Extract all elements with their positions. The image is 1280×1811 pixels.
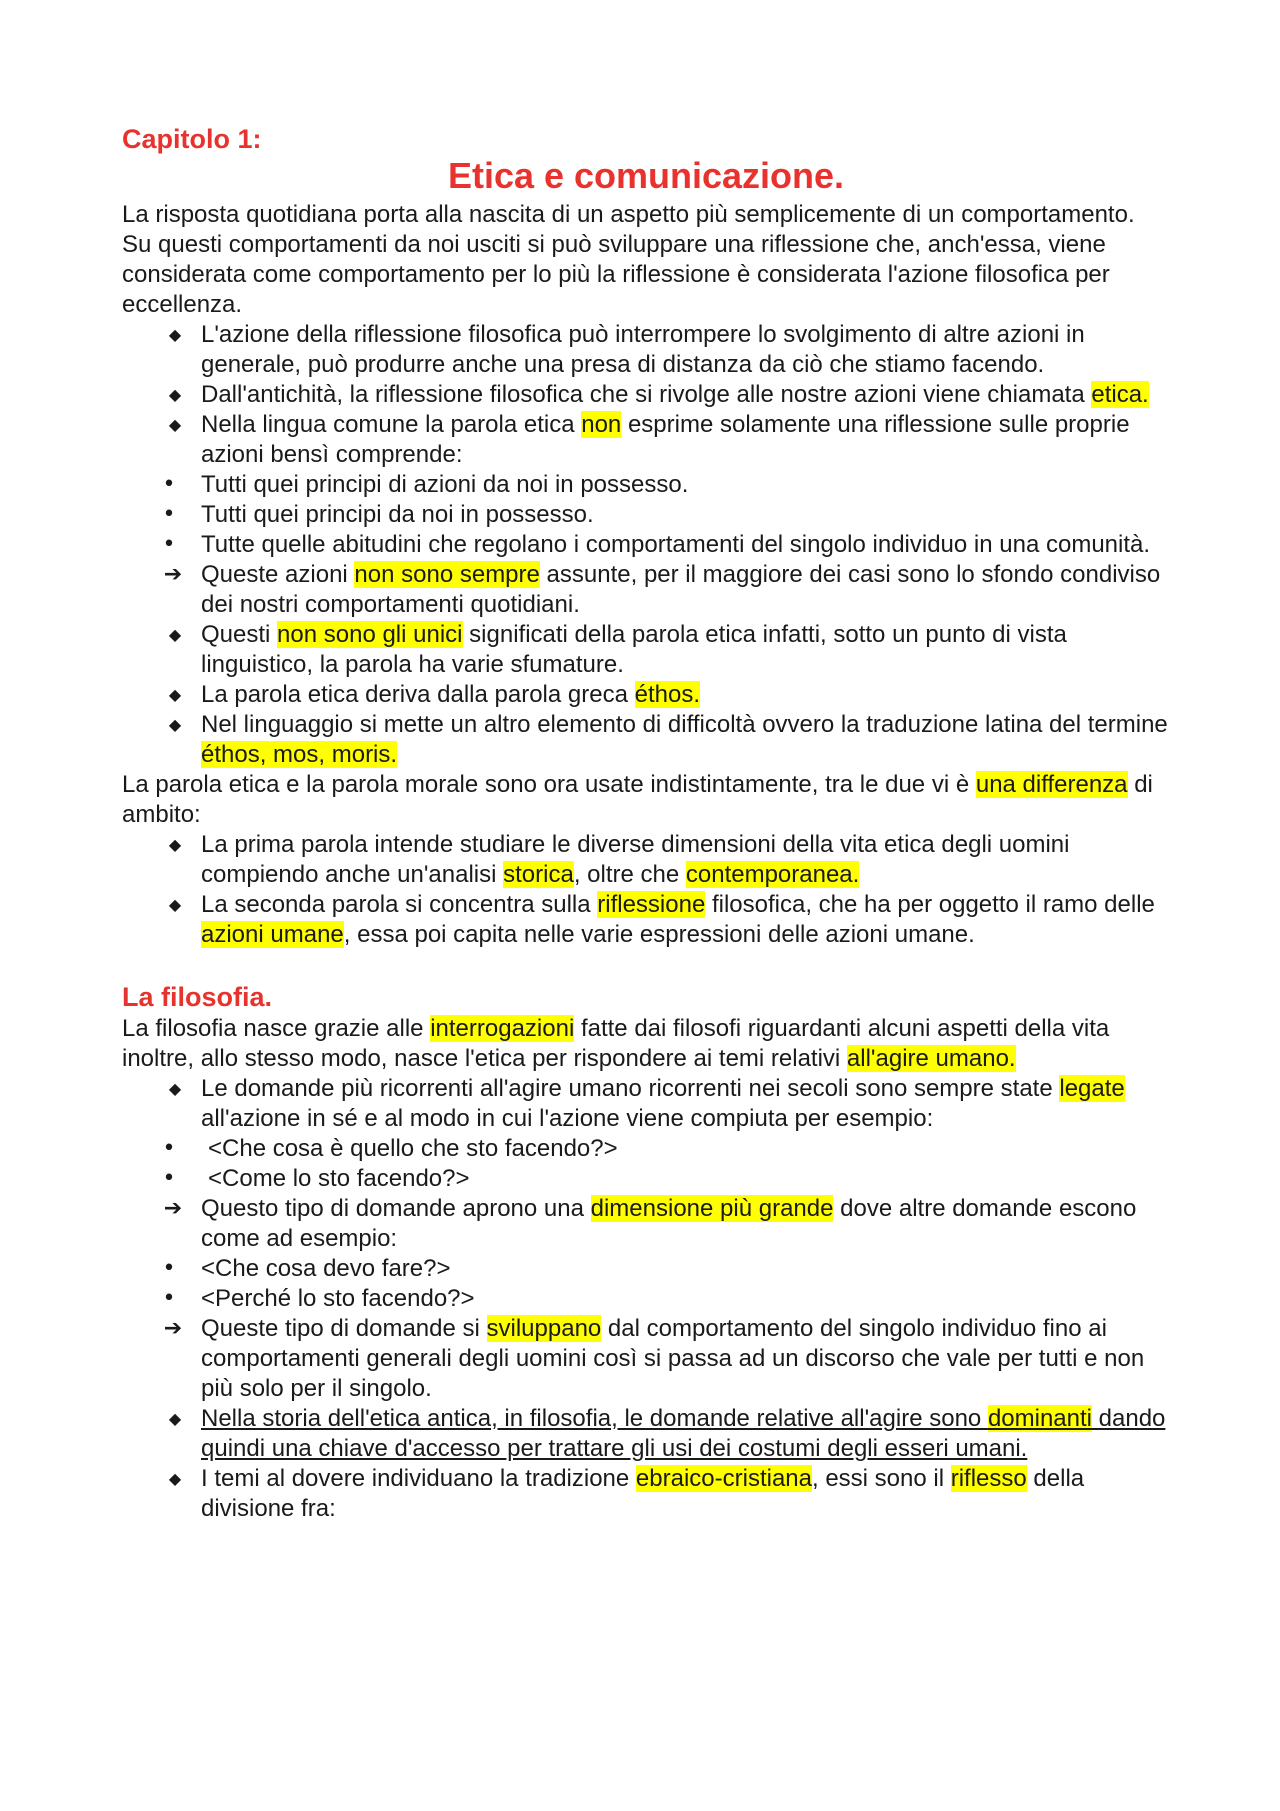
- list-item: ◆ Le domande più ricorrenti all'agire umano ricorrenti nei secoli sono sempre state legate all'azione in sé e al modo in cui l'azione viene compiuta per esempio:: [122, 1074, 1170, 1134]
- list-item: • <Perché lo sto facendo?>: [122, 1284, 1170, 1314]
- list-item: ◆ La parola etica deriva dalla parola greca éthos.: [122, 680, 1170, 710]
- list-item: ➔ Queste azioni non sono sempre assunte, per il maggiore dei casi sono lo sfondo condiviso dei nostri comportamenti quotidiani.: [122, 560, 1170, 620]
- chapter-label: Capitolo 1:: [122, 124, 262, 154]
- list-item: • Tutte quelle abitudini che regolano i comportamenti del singolo individuo in una comunità.: [122, 530, 1170, 560]
- intro-paragraph-1: La risposta quotidiana porta alla nascita di un aspetto più semplicemente di un comportamento.: [122, 201, 1135, 228]
- highlight: storica: [503, 861, 574, 888]
- arrow-bullet-icon: ➔: [163, 562, 183, 587]
- list-item: ◆ L'azione della riflessione filosofica può interrompere lo svolgimento di altre azioni in generale, può produrre anche una presa di distanza da ciò che stiamo facendo.: [122, 320, 1170, 380]
- list-item: ◆ La seconda parola si concentra sulla riflessione filosofica, che ha per oggetto il ramo delle azioni umane, essa poi capita nelle varie espressioni delle azioni umane.: [122, 890, 1170, 950]
- dot-bullet-icon: •: [162, 502, 176, 527]
- list-item: • Tutti quei principi di azioni da noi in possesso.: [122, 470, 1170, 500]
- arrow-bullet-icon: ➔: [163, 1196, 183, 1221]
- dot-bullet-icon: •: [162, 1286, 176, 1311]
- arrow-bullet-icon: ➔: [163, 1316, 183, 1341]
- list-item: • Tutti quei principi da noi in possesso.: [122, 500, 1170, 530]
- highlight: azioni umane: [201, 921, 344, 948]
- list-item: ◆ Questi non sono gli unici significati della parola etica infatti, sotto un punto di vista linguistico, la parola ha varie sfumature.: [122, 620, 1170, 680]
- highlight: dimensione più grande: [590, 1195, 834, 1222]
- highlight: interrogazioni: [430, 1015, 575, 1042]
- highlight: non: [581, 411, 622, 438]
- section-title: La filosofia.: [122, 982, 273, 1012]
- list-item: ➔ Queste tipo di domande si sviluppano dal comportamento del singolo individuo fino ai comportamenti generali degli uomini così si passa ad un discorso che vale per tutti e non più solo per il singolo.: [122, 1314, 1170, 1404]
- diamond-bullet-icon: ◆: [168, 835, 182, 854]
- highlight: éthos, mos, moris.: [201, 741, 398, 768]
- diamond-bullet-icon: ◆: [168, 625, 182, 644]
- diamond-bullet-icon: ◆: [168, 685, 182, 704]
- list-item: • <Che cosa devo fare?>: [122, 1254, 1170, 1284]
- list-item: ◆ Nel linguaggio si mette un altro elemento di difficoltà ovvero la traduzione latina del termine éthos, mos, moris.: [122, 710, 1170, 770]
- highlight: una differenza: [975, 771, 1128, 798]
- list-ethics-morals: [122, 830, 1170, 950]
- intro-paragraph-2: Su questi comportamenti da noi usciti si può sviluppare una riflessione che, anch'essa, viene considerata come comportamento per lo più la riflessione è considerata l'azione filosofica per eccellenza.: [122, 231, 1110, 318]
- highlight: all'agire umano.: [846, 1045, 1016, 1072]
- highlight: riflessione: [597, 891, 706, 918]
- diamond-bullet-icon: ◆: [168, 1469, 182, 1488]
- highlight: sviluppano: [486, 1315, 602, 1342]
- list-item: ◆ Nella lingua comune la parola etica non esprime solamente una riflessione sulle proprie azioni bensì comprende:: [122, 410, 1170, 470]
- highlight: non sono gli unici: [277, 621, 463, 648]
- highlight: riflesso: [950, 1465, 1027, 1492]
- dot-bullet-icon: •: [162, 1256, 176, 1281]
- list-item: • <Che cosa è quello che sto facendo?>: [122, 1134, 1170, 1164]
- highlight: éthos.: [634, 681, 700, 708]
- highlight: legate: [1059, 1075, 1125, 1102]
- dot-bullet-icon: •: [162, 472, 176, 497]
- list-item: ◆ La prima parola intende studiare le diverse dimensioni della vita etica degli uomini compiendo anche un'analisi storica, oltre che contemporanea.: [122, 830, 1170, 890]
- diamond-bullet-icon: ◆: [168, 895, 182, 914]
- highlight: etica.: [1091, 381, 1149, 408]
- diamond-bullet-icon: ◆: [168, 325, 182, 344]
- highlight: contemporanea.: [685, 861, 860, 888]
- diamond-bullet-icon: ◆: [168, 385, 182, 404]
- diamond-bullet-icon: ◆: [168, 415, 182, 434]
- highlight: dominanti: [987, 1405, 1092, 1432]
- dot-bullet-icon: •: [162, 1166, 176, 1191]
- diamond-bullet-icon: ◆: [168, 715, 182, 734]
- diamond-bullet-icon: ◆: [168, 1409, 182, 1428]
- list-ethics-points: [122, 320, 1170, 770]
- list-philosophy-points: [122, 1074, 1170, 1524]
- list-item: ◆ Dall'antichità, la riflessione filosofica che si rivolge alle nostre azioni viene chiamata etica.: [122, 380, 1170, 410]
- highlight: ebraico-cristiana: [635, 1465, 812, 1492]
- list-item: • <Come lo sto facendo?>: [122, 1164, 1170, 1194]
- dot-bullet-icon: •: [162, 532, 176, 557]
- paragraph-ethics-morals: La parola etica e la parola morale sono ora usate indistintamente, tra le due vi è una differenza di ambito:: [122, 771, 1153, 828]
- page-title: Etica e comunicazione.: [447, 155, 845, 196]
- dot-bullet-icon: •: [162, 1136, 176, 1161]
- highlight: non sono sempre: [354, 561, 540, 588]
- diamond-bullet-icon: ◆: [168, 1079, 182, 1098]
- paragraph-philosophy: La filosofia nasce grazie alle interrogazioni fatte dai filosofi riguardanti alcuni aspetti della vita inoltre, allo stesso modo, nasce l'etica per rispondere ai temi relativi all'agire umano.: [122, 1015, 1110, 1072]
- list-item: ➔ Questo tipo di domande aprono una dimensione più grande dove altre domande escono come ad esempio:: [122, 1194, 1170, 1254]
- list-item: ◆ Nella storia dell'etica antica, in filosofia, le domande relative all'agire sono dominanti dando quindi una chiave d'accesso per trattare gli usi dei costumi degli esseri umani.: [122, 1404, 1170, 1464]
- list-item: ◆ I temi al dovere individuano la tradizione ebraico-cristiana, essi sono il riflesso della divisione fra:: [122, 1464, 1170, 1524]
